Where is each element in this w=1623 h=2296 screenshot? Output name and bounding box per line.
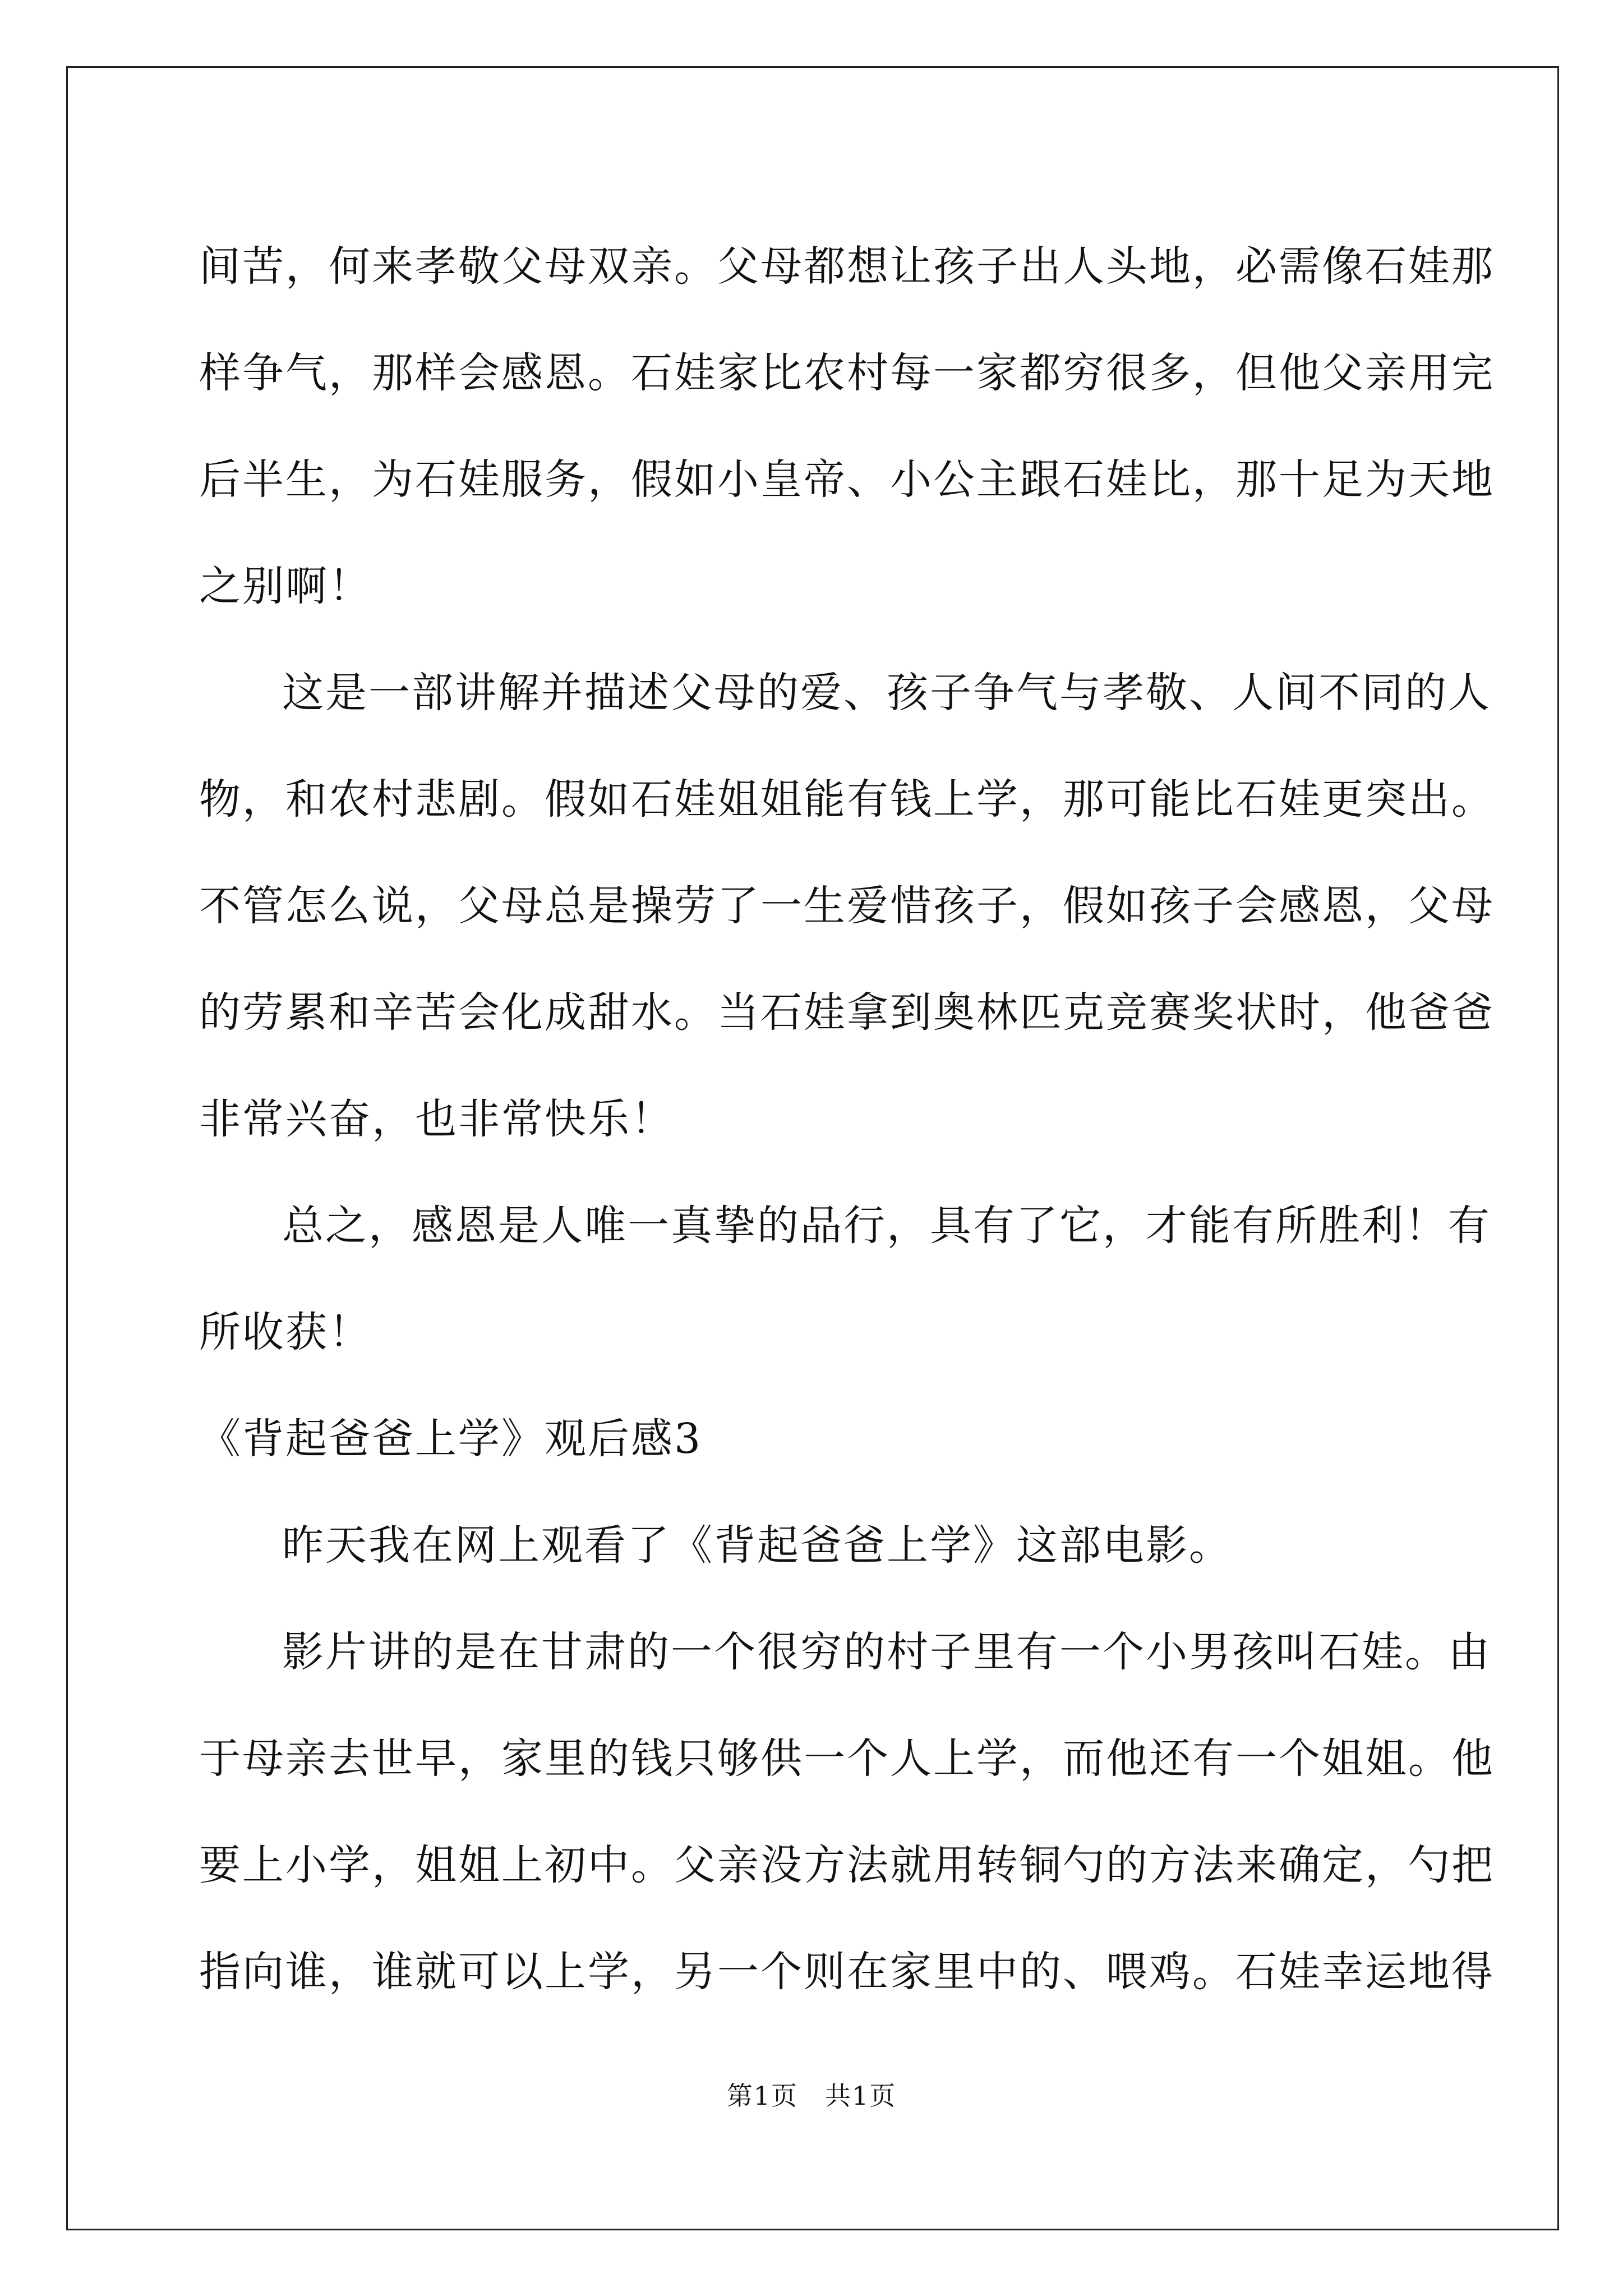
page-footer: 第1页 共1页 bbox=[726, 2081, 897, 2111]
document-body bbox=[199, 213, 1495, 2025]
text-line: 不管怎么说，父母总是操劳了一生爱惜孩子，假如孩子会感恩，父母 bbox=[199, 882, 1495, 930]
text-line: 物，和农村悲剧。假如石娃姐姐能有钱上学，那可能比石娃更突出。 bbox=[199, 775, 1495, 823]
text-line: 样争气，那样会感恩。石娃家比农村每一家都穷很多，但他父亲用完 bbox=[199, 349, 1495, 397]
text-line: 之别啊！ bbox=[199, 562, 372, 610]
text-line: 后半生，为石娃服务，假如小皇帝、小公主跟石娃比，那十足为天地 bbox=[199, 455, 1495, 504]
text-line: 间苦，何来孝敬父母双亲。父母都想让孩子出人头地，必需像石娃那 bbox=[199, 242, 1495, 291]
text-line: 要上小学，姐姐上初中。父亲没方法就用转铜勺的方法来确定，勺把 bbox=[199, 1841, 1495, 1889]
text-line: 昨天我在网上观看了《背起爸爸上学》这部电影。 bbox=[282, 1521, 1232, 1570]
text-line: 这是一部讲解并描述父母的爱、孩子争气与孝敬、人间不同的人 bbox=[282, 669, 1491, 717]
text-line: 非常兴奋，也非常快乐！ bbox=[199, 1095, 674, 1143]
text-line: 于母亲去世早，家里的钱只够供一个人上学，而他还有一个姐姐。他 bbox=[199, 1734, 1495, 1783]
text-line: 指向谁，谁就可以上学，另一个则在家里中的、喂鸡。石娃幸运地得 bbox=[199, 1948, 1495, 1996]
text-line: 所收获！ bbox=[199, 1308, 372, 1356]
text-line: 总之，感恩是人唯一真挚的品行，具有了它，才能有所胜利！有 bbox=[282, 1202, 1491, 1250]
text-line: 影片讲的是在甘肃的一个很穷的村子里有一个小男孩叫石娃。由 bbox=[282, 1628, 1491, 1676]
text-line: 的劳累和辛苦会化成甜水。当石娃拿到奥林匹克竞赛奖状时，他爸爸 bbox=[199, 988, 1495, 1037]
section-heading: 《背起爸爸上学》观后感3 bbox=[199, 1415, 703, 1463]
